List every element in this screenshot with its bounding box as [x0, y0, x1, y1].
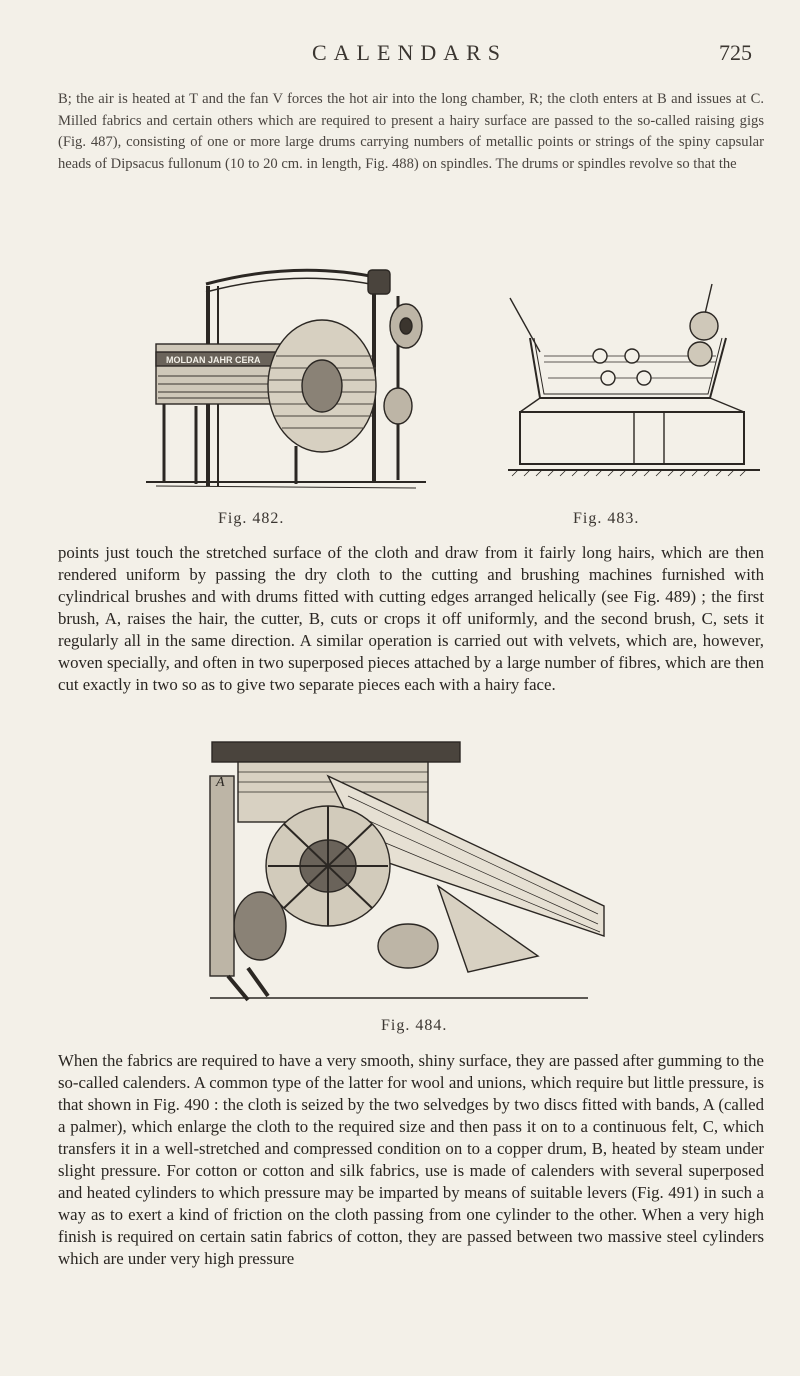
- fig484-label-a: A: [216, 775, 225, 790]
- figure-483-diagram: [504, 278, 766, 486]
- page-number: 725: [719, 40, 752, 65]
- paragraph-cutting-brushing: points just touch the stretched surface of the cloth and draw from it fairly long hairs, which are then rendered uniform by passing the dry cloth to the cutting and brushing machines furnished with cylindrical brushes and with drums fitted with cutting edges arranged helically (see Fig. 489) ; the first brush, A, raises the hair, the cutter, B, cuts or crops it off uniformly, and the second brush, C, sets it regularly all in the same direction. A similar operation is carried out with velvets, which are, however, woven specially, and often in two superposed pieces attached by a large number of fibres, which are then cut exactly in two so as to give two separate pieces each with a hairy face.: [58, 543, 764, 694]
- figure-482-caption: Fig. 482.: [218, 510, 285, 527]
- page-header: [0, 40, 800, 76]
- figure-483-caption: Fig. 483.: [573, 510, 640, 527]
- paragraph-raising-gigs: B; the air is heated at T and the fan V forces the hot air into the long chamber, R; the cloth enters at B and issues at C. Milled fabrics and certain others which are required to present a hairy surface are passed to the so-called raising gigs (Fig. 487), consisting of one or more large drums carrying numbers of metallic points or strings of the spiny capsular heads of Dipsacus fullonum (10 to 20 cm. in length, Fig. 488) on spindles. The drums or spindles revolve so that the: [58, 91, 764, 172]
- cutting-brushing-machine-icon: [208, 736, 614, 1004]
- running-head: CALENDARS: [312, 40, 508, 65]
- drying-machine-diagram-icon: [504, 278, 766, 486]
- paragraph-calenders: When the fabrics are required to have a very smooth, shiny surface, they are passed after gumming to the so-called calenders. A common type of the latter for wool and unions, which require but little pressure, is that shown in Fig. 490 : the cloth is seized by the two selvedges by two discs fitted with bands, A (called a palmer), which enlarge the cloth to the required size and then pass it on to a continuous felt, C, which transfers it in a well-stretched and compressed condition on to a copper drum, B, heated by steam under slight pressure. For cotton or cotton and silk fabrics, use is made of calenders with several superposed and heated cylinders to which pressure may be imparted by means of suitable levers (Fig. 491) in such a way as to exert a kind of friction on the cloth passing from one cylinder to the other. When a very high finish is required on certain satin fabrics of cotton, they are passed between two massive steel cylinders which are under very high pressure: [58, 1051, 764, 1268]
- figure-484-caption: Fig. 484.: [381, 1017, 448, 1034]
- figure-482-raising-gig: [136, 256, 432, 502]
- figure-484-machine: [208, 736, 614, 1004]
- raising-gig-machine-icon: [136, 256, 432, 502]
- fig482-plate-text: MOLDAN JAHR CERA: [166, 355, 261, 365]
